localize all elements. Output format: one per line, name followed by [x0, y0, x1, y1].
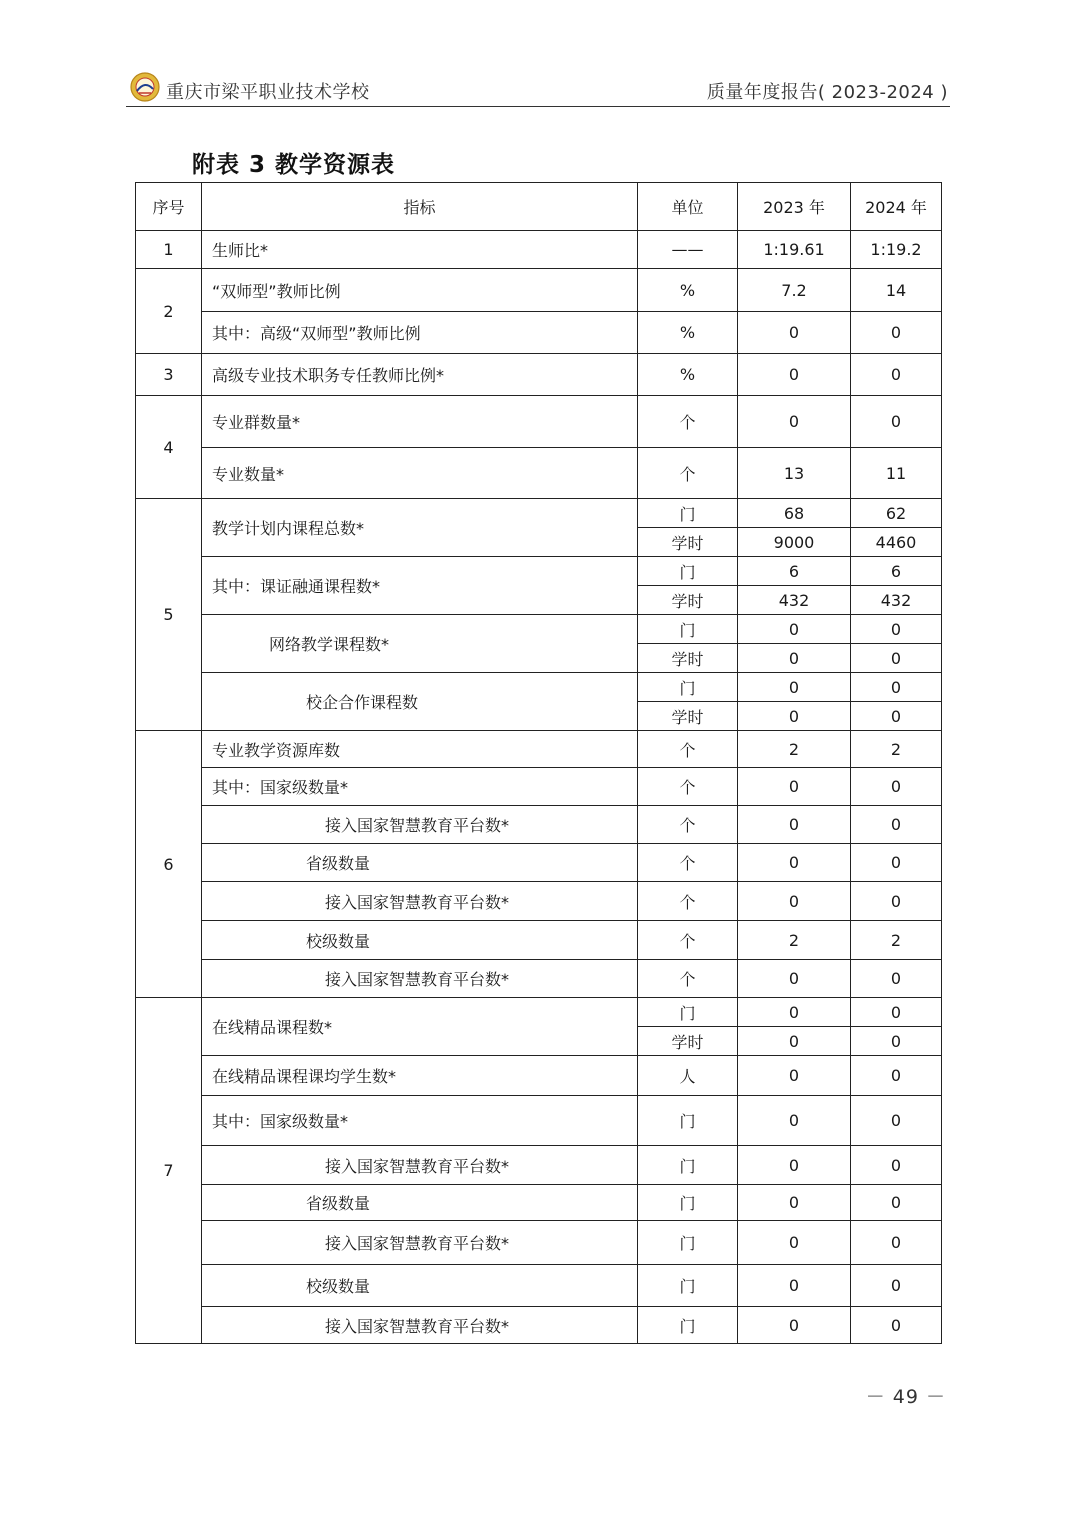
value-2024-cell: 0 [851, 1096, 942, 1146]
value-2023-cell: 13 [738, 448, 851, 499]
value-2023-cell: 0 [738, 806, 851, 844]
value-2023-cell: 0 [738, 702, 851, 731]
value-2024-cell: 0 [851, 1221, 942, 1265]
value-2023-cell: 432 [738, 586, 851, 615]
table-row [136, 1096, 942, 1146]
table-row [136, 921, 942, 960]
unit-cell: 门 [638, 1185, 738, 1221]
table-row [136, 231, 942, 269]
school-name: 重庆市梁平职业技术学校 [166, 82, 370, 103]
value-2024-cell: 62 [851, 499, 942, 528]
indicator-cell: 在线精品课程数* [202, 998, 638, 1056]
unit-cell: 门 [638, 615, 738, 644]
value-2024-cell: 11 [851, 448, 942, 499]
value-2023-cell: 0 [738, 312, 851, 354]
indicator-cell: 其中：课证融通课程数* [202, 557, 638, 615]
indicator-cell: 生师比* [202, 231, 638, 269]
unit-cell: 门 [638, 673, 738, 702]
unit-cell: 个 [638, 844, 738, 882]
table-row [136, 615, 942, 644]
value-2023-cell: 0 [738, 1146, 851, 1185]
value-2023-cell: 2 [738, 731, 851, 768]
unit-cell: 个 [638, 960, 738, 998]
header-no: 序号 [136, 183, 202, 231]
value-2024-cell: 2 [851, 731, 942, 768]
indicator-cell: 其中：国家级数量* [202, 768, 638, 806]
row-number: 3 [136, 354, 202, 396]
unit-cell: 学时 [638, 528, 738, 557]
value-2023-cell: 6 [738, 557, 851, 586]
unit-cell: 个 [638, 731, 738, 768]
table-row [136, 1307, 942, 1344]
header-2024: 2024 年 [851, 183, 942, 231]
unit-cell: 个 [638, 921, 738, 960]
header-2023: 2023 年 [738, 183, 851, 231]
table-row [136, 844, 942, 882]
value-2024-cell: 0 [851, 768, 942, 806]
indicator-cell: 省级数量 [202, 1185, 638, 1221]
value-2024-cell: 6 [851, 557, 942, 586]
indicator-cell: 专业教学资源库数 [202, 731, 638, 768]
indicator-cell: 网络教学课程数* [202, 615, 638, 673]
table-row [136, 557, 942, 586]
row-number: 1 [136, 231, 202, 269]
table-row [136, 998, 942, 1027]
value-2023-cell: 0 [738, 1265, 851, 1307]
table-row [136, 396, 942, 448]
unit-cell: 门 [638, 557, 738, 586]
value-2024-cell: 0 [851, 1056, 942, 1096]
indicator-cell: 专业群数量* [202, 396, 638, 448]
table-row [136, 269, 942, 312]
value-2023-cell: 68 [738, 499, 851, 528]
value-2023-cell: 0 [738, 1096, 851, 1146]
unit-cell: 门 [638, 1146, 738, 1185]
table-row [136, 768, 942, 806]
row-number: 4 [136, 396, 202, 499]
indicator-cell: 校级数量 [202, 1265, 638, 1307]
unit-cell: 门 [638, 998, 738, 1027]
value-2024-cell: 1:19.2 [851, 231, 942, 269]
value-2023-cell: 7.2 [738, 269, 851, 312]
value-2024-cell: 0 [851, 1027, 942, 1056]
row-number: 2 [136, 269, 202, 354]
unit-cell: 个 [638, 396, 738, 448]
unit-cell: % [638, 312, 738, 354]
unit-cell: % [638, 269, 738, 312]
value-2024-cell: 0 [851, 1185, 942, 1221]
unit-cell: 个 [638, 806, 738, 844]
unit-cell: 学时 [638, 644, 738, 673]
value-2024-cell: 0 [851, 702, 942, 731]
value-2023-cell: 0 [738, 768, 851, 806]
value-2024-cell: 0 [851, 882, 942, 921]
value-2024-cell: 0 [851, 806, 942, 844]
unit-cell: 门 [638, 1265, 738, 1307]
unit-cell: % [638, 354, 738, 396]
value-2024-cell: 0 [851, 644, 942, 673]
table-row [136, 1185, 942, 1221]
page-number: － 49 － [865, 1386, 946, 1408]
value-2024-cell: 0 [851, 998, 942, 1027]
indicator-cell: 接入国家智慧教育平台数* [202, 1307, 638, 1344]
table-row [136, 448, 942, 499]
value-2023-cell: 9000 [738, 528, 851, 557]
value-2023-cell: 0 [738, 1221, 851, 1265]
unit-cell: 门 [638, 1221, 738, 1265]
unit-cell: 门 [638, 499, 738, 528]
value-2024-cell: 0 [851, 1265, 942, 1307]
value-2024-cell: 0 [851, 1307, 942, 1344]
value-2023-cell: 0 [738, 615, 851, 644]
value-2023-cell: 0 [738, 673, 851, 702]
unit-cell: 学时 [638, 586, 738, 615]
unit-cell: 个 [638, 768, 738, 806]
value-2023-cell: 0 [738, 396, 851, 448]
table-row [136, 882, 942, 921]
header-unit: 单位 [638, 183, 738, 231]
indicator-cell: 省级数量 [202, 844, 638, 882]
value-2023-cell: 0 [738, 960, 851, 998]
table-row [136, 1056, 942, 1096]
indicator-cell: 其中：国家级数量* [202, 1096, 638, 1146]
value-2024-cell: 0 [851, 844, 942, 882]
table-row [136, 673, 942, 702]
unit-cell: 人 [638, 1056, 738, 1096]
page-header [126, 68, 950, 107]
table-row [136, 806, 942, 844]
table-row [136, 354, 942, 396]
indicator-cell: 接入国家智慧教育平台数* [202, 960, 638, 998]
value-2023-cell: 0 [738, 998, 851, 1027]
teaching-resource-table [135, 182, 942, 1344]
value-2023-cell: 0 [738, 1056, 851, 1096]
indicator-cell: 高级专业技术职务专任教师比例* [202, 354, 638, 396]
table-title: 附表 3 教学资源表 [192, 152, 396, 178]
value-2023-cell: 0 [738, 644, 851, 673]
row-number: 7 [136, 998, 202, 1344]
indicator-cell: 接入国家智慧教育平台数* [202, 1221, 638, 1265]
value-2024-cell: 2 [851, 921, 942, 960]
value-2023-cell: 0 [738, 882, 851, 921]
unit-cell: 门 [638, 1096, 738, 1146]
table-row [136, 499, 942, 528]
unit-cell: —— [638, 231, 738, 269]
header-indicator: 指标 [202, 183, 638, 231]
indicator-cell: 接入国家智慧教育平台数* [202, 882, 638, 921]
value-2024-cell: 0 [851, 615, 942, 644]
value-2023-cell: 0 [738, 354, 851, 396]
indicator-cell: “双师型”教师比例 [202, 269, 638, 312]
value-2024-cell: 14 [851, 269, 942, 312]
indicator-cell: 校级数量 [202, 921, 638, 960]
indicator-cell: 接入国家智慧教育平台数* [202, 1146, 638, 1185]
table-row [136, 1221, 942, 1265]
table-row [136, 731, 942, 768]
value-2024-cell: 0 [851, 354, 942, 396]
unit-cell: 个 [638, 882, 738, 921]
value-2024-cell: 0 [851, 673, 942, 702]
value-2024-cell: 0 [851, 960, 942, 998]
table-row [136, 960, 942, 998]
value-2023-cell: 0 [738, 844, 851, 882]
indicator-cell: 其中：高级“双师型”教师比例 [202, 312, 638, 354]
value-2023-cell: 0 [738, 1185, 851, 1221]
row-number: 5 [136, 499, 202, 731]
value-2024-cell: 432 [851, 586, 942, 615]
table-header-row [136, 183, 942, 231]
table-row [136, 1265, 942, 1307]
unit-cell: 个 [638, 448, 738, 499]
table-row [136, 312, 942, 354]
unit-cell: 门 [638, 1307, 738, 1344]
value-2023-cell: 0 [738, 1307, 851, 1344]
indicator-cell: 校企合作课程数 [202, 673, 638, 731]
school-logo-icon [130, 72, 160, 102]
value-2024-cell: 4460 [851, 528, 942, 557]
value-2023-cell: 2 [738, 921, 851, 960]
table-row [136, 1146, 942, 1185]
unit-cell: 学时 [638, 1027, 738, 1056]
value-2024-cell: 0 [851, 312, 942, 354]
report-title: 质量年度报告( 2023-2024 ) [706, 82, 948, 103]
indicator-cell: 接入国家智慧教育平台数* [202, 806, 638, 844]
unit-cell: 学时 [638, 702, 738, 731]
indicator-cell: 在线精品课程课均学生数* [202, 1056, 638, 1096]
row-number: 6 [136, 731, 202, 998]
value-2024-cell: 0 [851, 396, 942, 448]
value-2023-cell: 1:19.61 [738, 231, 851, 269]
value-2024-cell: 0 [851, 1146, 942, 1185]
indicator-cell: 教学计划内课程总数* [202, 499, 638, 557]
value-2023-cell: 0 [738, 1027, 851, 1056]
indicator-cell: 专业数量* [202, 448, 638, 499]
